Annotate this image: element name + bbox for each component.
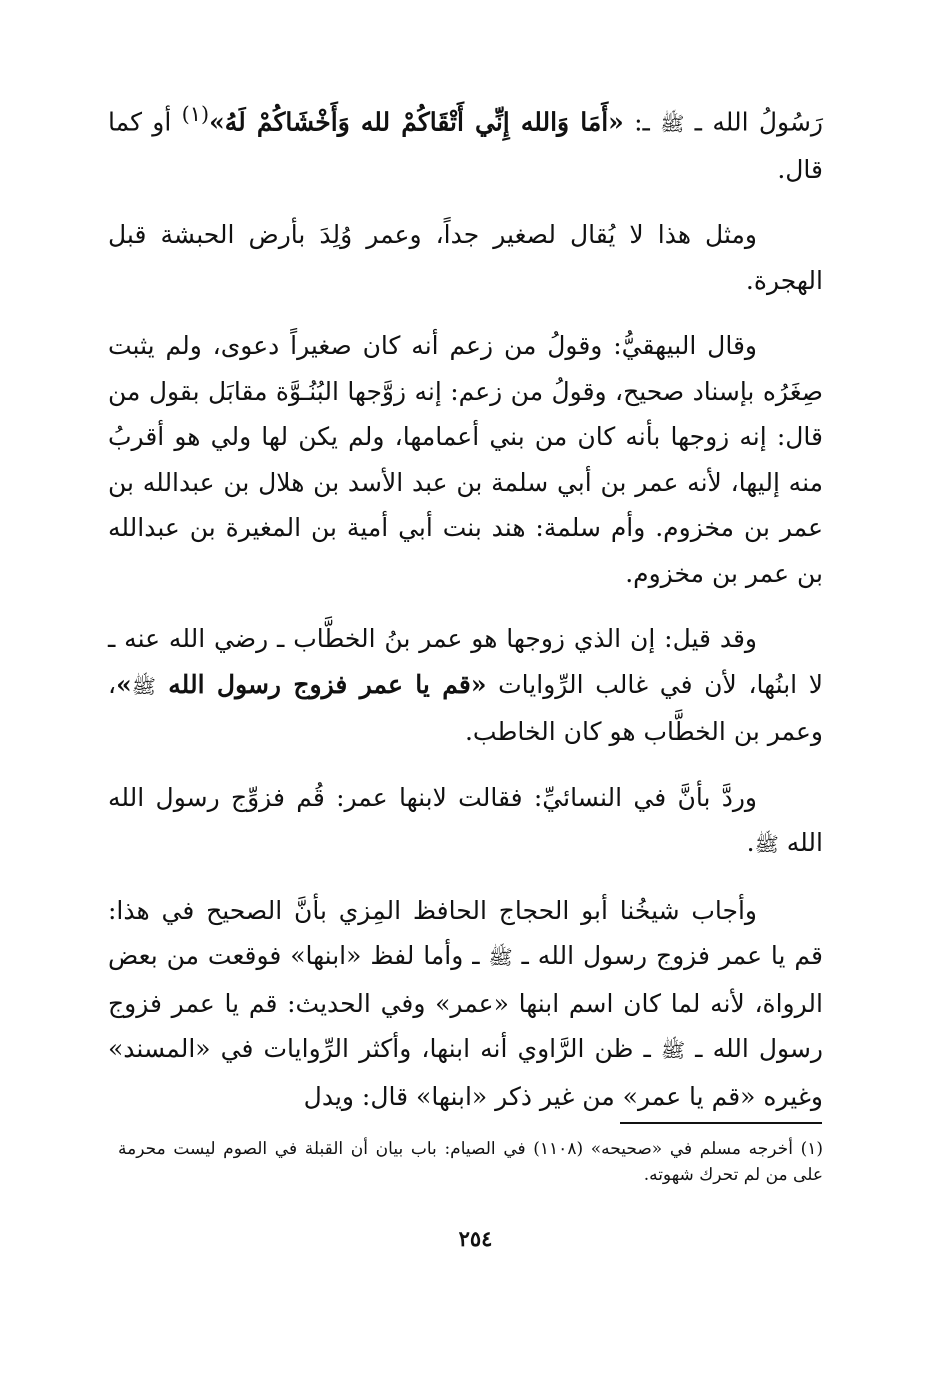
paragraph-1-text: رَسُولُ الله ـ: [684, 107, 823, 137]
paragraph-3: وقال البيهقيُّ: وقولُ من زعم أنه كان صغيراً دعوى، ولم يثبت صِغَرُه بإسناد صحيح، وقولُ من زعم: إنه زوَّجها البُنُـوَّة مقابَل بقول من قال: إنه زوجها بأنه كان من بني أعمامها، ولم يكن لها ولي هو أقربُ منه إليها، لأنه عمر بن أبي سلمة بن عبد الأسد بن هلال بن عبدالله بن عمر بن مخزوم. وأم سلمة: هند بنت أبي أمية بن المغيرة بن عبدالله بن عمر بن مخزوم.: [108, 331, 823, 588]
hadith-quote: «أَمَا وَالله إِنِّي أَتْقَاكُمْ لله وَأَخْشَاكُمْ لَهُ»: [209, 107, 624, 137]
paragraph-4: [108, 616, 823, 755]
paragraph-5-text: وردَّ بأنَّ في النسائيِّ: فقالت لابنها عمر: قُم فزوِّج رسول الله الله: [108, 782, 823, 858]
page-number: ٢٥٤: [458, 1226, 493, 1251]
salutation-glyph: ﷺ: [131, 673, 156, 698]
paragraph-1: [108, 92, 823, 192]
paragraph-1-text: ـ:: [623, 107, 661, 137]
salutation-glyph: ﷺ: [660, 111, 685, 136]
footnote-divider: [620, 1122, 822, 1124]
paragraph-6-text: وأجاب شيخُنا أبو الحجاج الحافظ المِزي بأنَّ الصحيح في هذا: قم يا عمر فزوج رسول الله ـ: [108, 895, 823, 971]
paragraph-5: [108, 775, 823, 868]
paragraph-1-text: أو كما قال.: [108, 107, 823, 184]
paragraph-6: [108, 888, 823, 1120]
paragraph-6-text: ـ وأما لفظ «ابنها» فوقعت من بعض الرواة، لأنه لما كان اسم ابنها «عمر» وفي الحديث: قم يا عمر فزوج رسول الله ـ: [108, 941, 823, 1064]
paragraph-5-text: .: [746, 828, 755, 858]
salutation-glyph: ﷺ: [754, 832, 779, 857]
footnote: (١) أخرجه مسلم في «صحيحه» (١١٠٨) في الصيام: باب بيان أن القبلة في الصوم ليست محرمة على من لم تحرك شهوته.: [118, 1139, 823, 1185]
paragraph-4-text: وقد قيل: إن الذي زوجها هو عمر بنُ الخطَّاب ـ رضي الله عنه ـ لا ابنُها، لأن في غالب الرِّوايات: [108, 624, 823, 699]
paragraph-6-text: ـ ظن الرَّاوي أنه ابنها، وأكثر الرِّوايات في «المسند» وغيره «قم يا عمر» من غير ذكر «ابنها» قال: ويدل: [108, 1034, 823, 1111]
paragraph-4-text: ، وعمر بن الخطَّاب هو كان الخاطب.: [108, 669, 823, 747]
narration-quote: «قم يا عمر فزوج رسول الله: [155, 669, 487, 699]
salutation-glyph: ﷺ: [488, 945, 513, 970]
salutation-glyph: ﷺ: [660, 1038, 686, 1063]
narration-quote: »: [116, 669, 132, 699]
footnote-marker[interactable]: (١): [181, 102, 210, 126]
page-body: [108, 92, 823, 1119]
paragraph-2: ومثل هذا لا يُقال لصغير جداً، وعمر وُلِدَ بأرض الحبشة قبل الهجرة.: [108, 220, 823, 295]
